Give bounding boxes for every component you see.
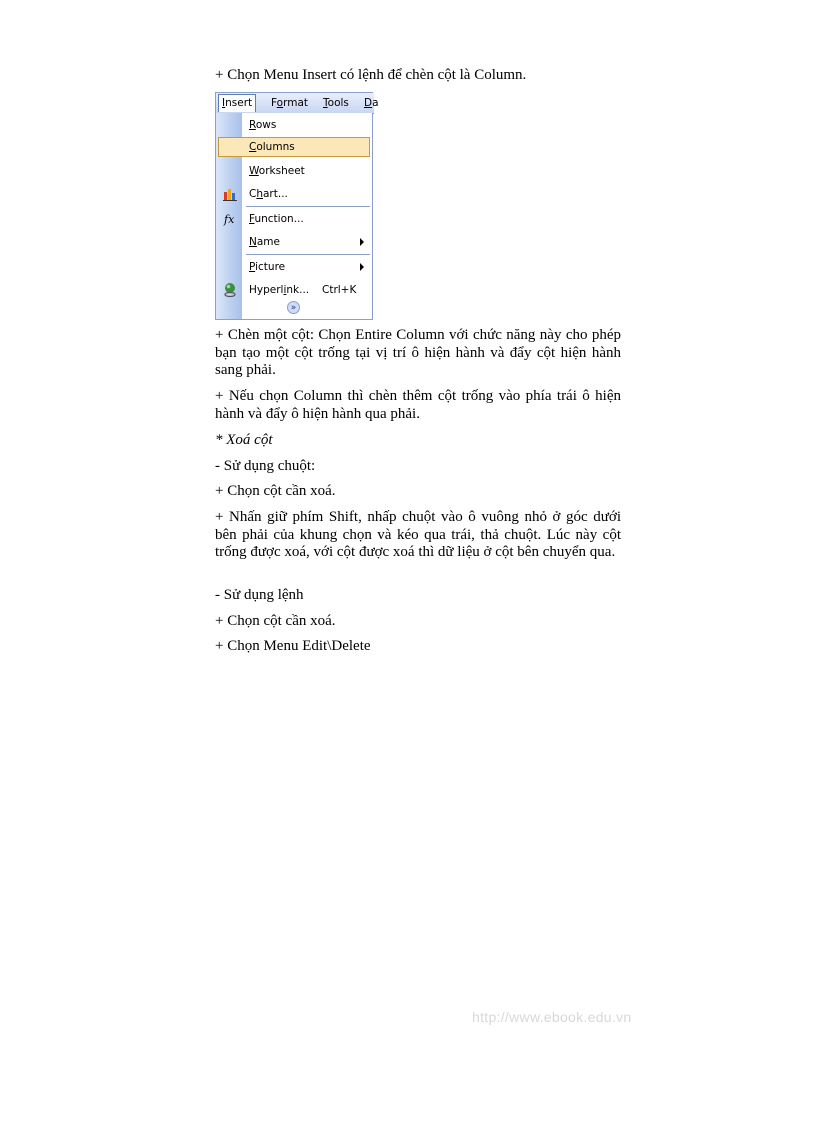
menu-item-picture[interactable]: Picture [218,257,370,277]
menu-item-chart[interactable]: Chart... [218,184,370,204]
submenu-arrow-icon [360,238,364,246]
paragraph-insert-menu: + Chọn Menu Insert có lệnh để chèn cột là Column. [215,67,527,83]
function-icon [223,212,238,226]
paragraph-edit-delete: + Chọn Menu Edit\Delete [215,638,371,654]
paragraph-insert-entire-column: + Chèn một cột: Chọn Entire Column với chức năng này cho phép bạn tạo một cột trống tại vị trí ô hiện hành và đẩy cột hiện hành sang phải. [215,327,621,378]
watermark: http://www.ebook.edu.vn [472,1009,632,1025]
expand-chevron-icon[interactable]: » [287,301,300,314]
insert-menu-dropdown [216,113,372,319]
menu-item-hyperlink[interactable]: Hyperlink... Ctrl+K [218,280,370,300]
heading-delete-column: * Xoá cột [215,432,273,448]
paragraph-use-mouse: - Sử dụng chuột: [215,458,316,474]
paragraph-use-command: - Sử dụng lệnh [215,587,304,603]
insert-menu-screenshot [215,92,379,320]
menu-item-worksheet[interactable]: Worksheet [249,165,305,177]
menu-format[interactable]: Format [271,97,309,109]
menu-item-function[interactable]: fx Function... [224,213,304,226]
paragraph-insert-column: + Nếu chọn Column thì chèn thêm cột trống vào phía trái ô hiện hành và đẩy ô hiện hành qua phải. [215,388,621,422]
menu-separator [246,254,370,255]
menu-data[interactable]: Da [364,97,379,109]
menu-separator [246,206,370,207]
menu-item-name[interactable]: Name [218,232,370,252]
paragraph-shift-drag: + Nhấn giữ phím Shift, nhấp chuột vào ô vuông nhỏ ở góc dưới bên phải của khung chọn và kéo qua trái, thả chuột. Lúc này cột trống được xoá, với cột được xoá thì dữ liệu ở cột bên chuyển qua. [215,509,621,560]
shortcut-label: Ctrl+K [322,284,357,296]
paragraph-select-column-2: + Chọn cột cần xoá. [215,613,336,629]
menu-bar [216,93,379,114]
menu-tools[interactable]: Tools [323,97,349,109]
menu-insert[interactable]: Insert [218,94,256,112]
svg-text:fx: fx [224,213,235,226]
submenu-arrow-icon [360,263,364,271]
paragraph-select-column: + Chọn cột cần xoá. [215,483,336,499]
menu-item-columns[interactable]: Columns [218,137,370,157]
chart-icon [223,187,238,201]
hyperlink-icon [223,283,238,297]
menu-item-rows[interactable]: Rows [249,119,277,131]
